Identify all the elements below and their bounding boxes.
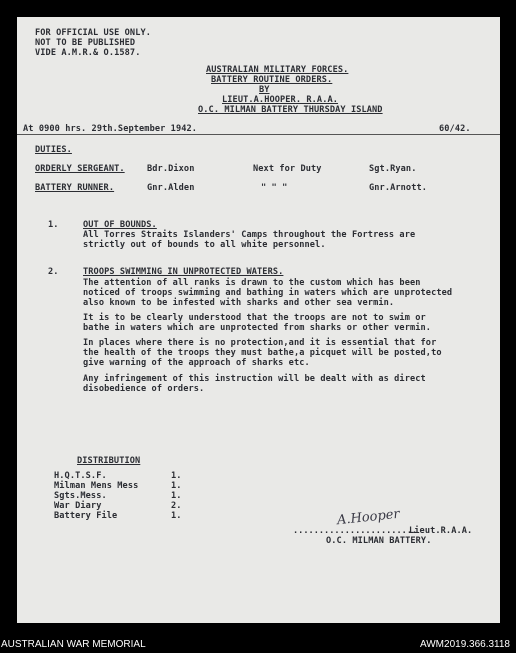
duty-role-2: BATTERY RUNNER. bbox=[35, 183, 115, 193]
item-2-para-3-line-2: the health of the troops they must bathe,a picquet will be posted,to bbox=[83, 348, 442, 358]
distribution-copies-4: 2. bbox=[171, 501, 182, 511]
duty-name-2: Gnr.Alden bbox=[147, 183, 195, 193]
item-2-para-4-line-1: Any infringement of this instruction will be dealt with as direct bbox=[83, 374, 426, 384]
item-2-para-3-line-1: In places where there is no protection,and it is essential that for bbox=[83, 338, 437, 348]
signature-dotted-line: ........................ bbox=[293, 526, 418, 536]
item-1-line-2: strictly out of bounds to all white personnel. bbox=[83, 240, 326, 250]
item-1-number: 1. bbox=[48, 220, 59, 230]
item-2-para-1-line-1: The attention of all ranks is drawn to the custom which has been bbox=[83, 278, 421, 288]
duty-role-1: ORDERLY SERGEANT. bbox=[35, 164, 125, 174]
security-line-2: NOT TO BE PUBLISHED bbox=[35, 38, 136, 48]
item-2-para-1-line-2: noticed of troops swimming and bathing in waters which are unprotected bbox=[83, 288, 453, 298]
item-2-para-1-line-3: also known to be infested with sharks and other sea vermin. bbox=[83, 298, 395, 308]
distribution-copies-5: 1. bbox=[171, 511, 182, 521]
separator-line bbox=[17, 134, 500, 135]
security-line-1: FOR OFFICIAL USE ONLY. bbox=[35, 28, 152, 38]
archive-credit: AUSTRALIAN WAR MEMORIAL bbox=[1, 639, 146, 650]
duty-name-1: Bdr.Dixon bbox=[147, 164, 195, 174]
header-orders: BATTERY ROUTINE ORDERS. bbox=[211, 75, 333, 85]
distribution-to-4: War Diary bbox=[54, 501, 102, 511]
signatory-title: O.C. MILMAN BATTERY. bbox=[326, 536, 432, 546]
item-2-para-2-line-1: It is to be clearly understood that the troops are not to swim or bbox=[83, 313, 426, 323]
header-unit: O.C. MILMAN BATTERY THURSDAY ISLAND bbox=[198, 105, 383, 115]
archive-accession-number: AWM2019.366.3118 bbox=[419, 639, 510, 650]
handwritten-signature: A.Hooper bbox=[336, 506, 401, 529]
header-by: BY bbox=[259, 85, 270, 95]
distribution-copies-3: 1. bbox=[171, 491, 182, 501]
duty-next-1: Sgt.Ryan. bbox=[369, 164, 417, 174]
distribution-to-2: Milman Mens Mess bbox=[54, 481, 139, 491]
distribution-to-1: H.Q.T.S.F. bbox=[54, 471, 107, 481]
distribution-to-5: Battery File bbox=[54, 511, 118, 521]
order-number: 60/42. bbox=[439, 124, 471, 134]
duty-next-label-1: Next for Duty bbox=[253, 164, 322, 174]
signatory-rank: Lieut.R.A.A. bbox=[409, 526, 473, 536]
item-2-para-3-line-3: give warning of the approach of sharks etc. bbox=[83, 358, 310, 368]
item-2-number: 2. bbox=[48, 267, 59, 277]
item-1-title: OUT OF BOUNDS. bbox=[83, 220, 157, 230]
header-officer: LIEUT.A.HOOPER. R.A.A. bbox=[222, 95, 339, 105]
duty-next-label-2: " " " bbox=[261, 183, 288, 193]
duty-next-2: Gnr.Arnott. bbox=[369, 183, 428, 193]
duties-heading: DUTIES. bbox=[35, 145, 72, 155]
document-page bbox=[17, 17, 500, 623]
item-1-line-1: All Torres Straits Islanders' Camps throughout the Fortress are bbox=[83, 230, 416, 240]
item-2-title: TROOPS SWIMMING IN UNPROTECTED WATERS. bbox=[83, 267, 284, 277]
date-line: At 0900 hrs. 29th.September 1942. bbox=[23, 124, 198, 134]
distribution-copies-1: 1. bbox=[171, 471, 182, 481]
distribution-heading: DISTRIBUTION bbox=[77, 456, 141, 466]
item-2-para-4-line-2: disobedience of orders. bbox=[83, 384, 205, 394]
security-line-3: VIDE A.M.R.& O.1587. bbox=[35, 48, 141, 58]
distribution-to-3: Sgts.Mess. bbox=[54, 491, 107, 501]
header-force: AUSTRALIAN MILITARY FORCES. bbox=[206, 65, 349, 75]
item-2-para-2-line-2: bathe in waters which are unprotected from sharks or other vermin. bbox=[83, 323, 432, 333]
distribution-copies-2: 1. bbox=[171, 481, 182, 491]
